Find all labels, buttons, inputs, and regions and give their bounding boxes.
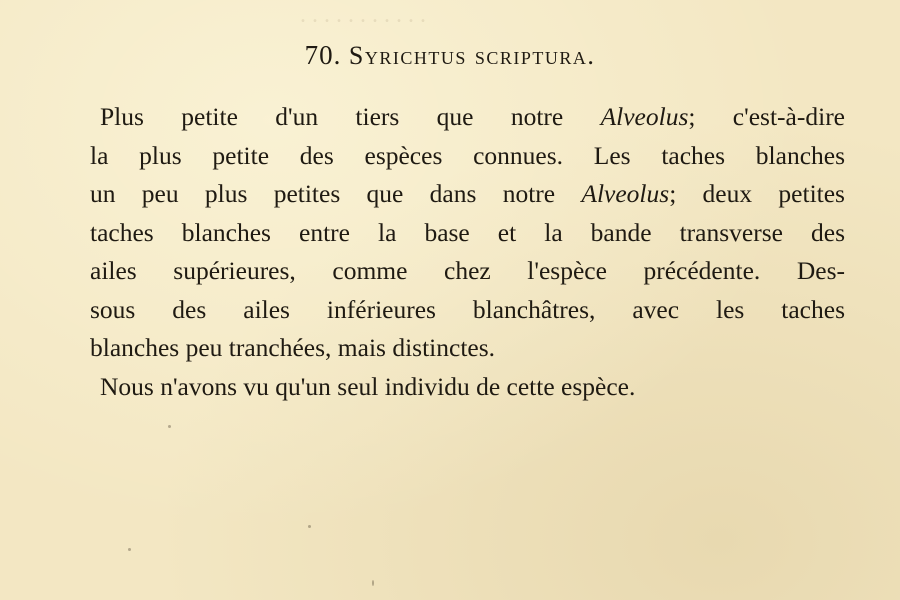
text-line-3-part-a: un peu plus petites que dans notre	[90, 179, 582, 208]
text-line-3	[90, 175, 845, 214]
page-number: 70.	[304, 40, 342, 70]
paragraph-2: Nous n'avons vu qu'un seul individu de cette espèce.	[100, 371, 636, 401]
bleed-through-texture: . . . . . . . . . . .	[300, 2, 426, 28]
text-line-6: sous des ailes inférieures blanchâtres, avec les taches	[90, 294, 845, 324]
genus-name-alveolus-2: Alveolus	[581, 179, 670, 208]
paper-speck	[372, 580, 374, 586]
section-title: Syrichtus scriptura.	[348, 41, 596, 70]
page-header	[0, 40, 900, 71]
genus-name-alveolus: Alveolus	[600, 102, 689, 131]
text-line-3-part-c: ; deux petites	[669, 179, 845, 208]
text-line-5: ailes supérieures, comme chez l'espèce précédente. Des-	[90, 256, 845, 285]
text-line-1-part-c: ; c'est-à-dire	[688, 102, 845, 131]
text-line-7: blanches peu tranchées, mais distinctes.	[90, 333, 496, 362]
text-line-1-part-a: Plus petite d'un tiers que notre	[100, 102, 601, 131]
paper-speck	[128, 548, 131, 551]
text-line-1	[90, 98, 845, 137]
text-line-4: taches blanches entre la base et la bande transverse des	[90, 217, 845, 247]
body-text	[90, 98, 845, 406]
paper-speck	[308, 525, 311, 528]
paper-speck	[168, 425, 171, 428]
text-line-2: la plus petite des espèces connues. Les taches blanches	[90, 140, 845, 170]
